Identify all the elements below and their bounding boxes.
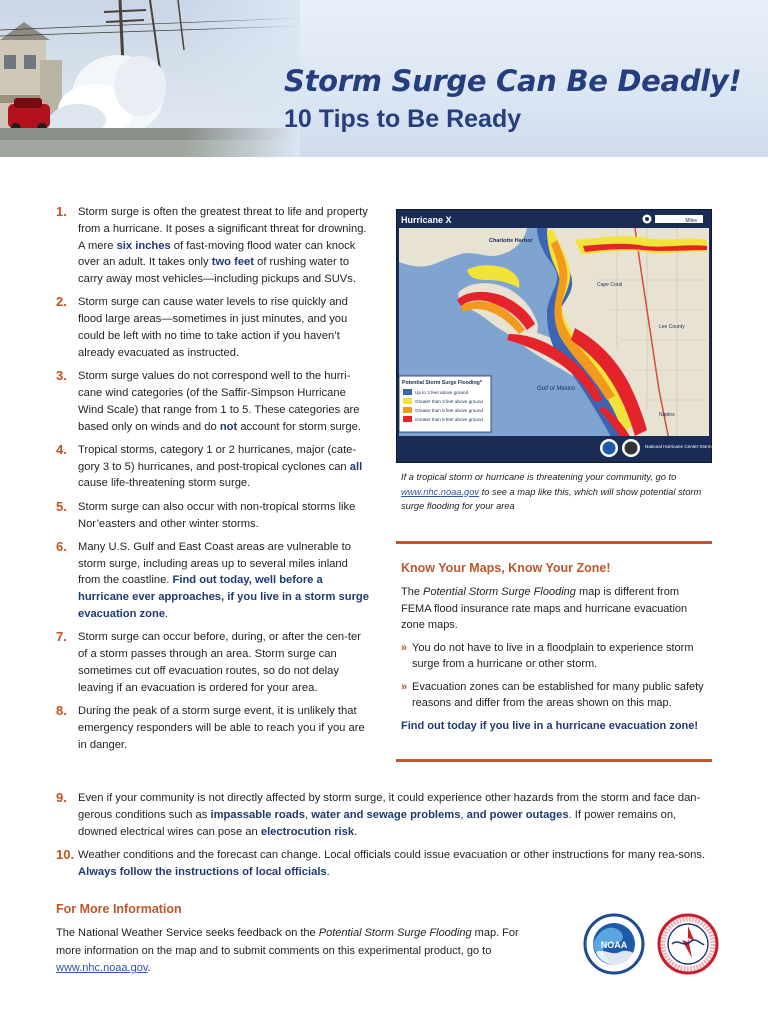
tip-item (56, 790, 716, 840)
tip-text-run: of fast-moving flood water can knock over an adult. It takes only (78, 239, 356, 269)
page-subtitle: 10 Tips to Be Ready (284, 105, 522, 133)
map-place-charlotte-harbor: Charlotte Harbor (489, 238, 533, 244)
sidebar-intro (401, 584, 709, 634)
sidebar-body (401, 584, 709, 740)
bullet-mark: » (401, 680, 408, 693)
tip-text (78, 792, 700, 838)
tip-text-run: . (165, 608, 169, 621)
legend-swatch (403, 416, 412, 422)
caption-text: If a tropical storm or hurricane is threatening your community, go to (401, 472, 677, 482)
more-info-title: For More Information (56, 902, 182, 916)
tip-item (56, 294, 372, 361)
sidebar-bullets (401, 640, 709, 712)
tip-highlight: six inches (116, 239, 171, 252)
tip-text-run: account for storm surge. (237, 420, 361, 433)
tip-text (78, 206, 368, 285)
tip-text-run: Even if your community is not directly affected by storm surge, it could experience other hazards from the storm and face dan-gerous conditions such as (78, 792, 701, 821)
sidebar-intro-map-name: Potential Storm Surge Flooding (423, 586, 576, 598)
tip-number: 1. (56, 204, 67, 219)
tips-wide-list (56, 790, 716, 887)
legend-label: Greater than 6 feet above ground (415, 408, 483, 413)
tip-text (78, 444, 362, 490)
tip-text (78, 501, 355, 530)
page-title: Storm Surge Can Be Deadly! (284, 64, 742, 98)
tip-text-run: , (460, 808, 467, 821)
map-caption (401, 470, 711, 514)
tip-item (56, 368, 372, 435)
tip-text-run: . If power remains on, downed electrical wires can pose an (78, 808, 677, 838)
map-place-naples: Naples (659, 412, 675, 418)
map-scale-label: Miles (685, 218, 697, 224)
more-info-lead: The National Weather Service seeks feedback on the (56, 927, 319, 939)
sidebar-bottom-rule (396, 759, 712, 762)
tip-text-run: cause life-threatening storm surge. (78, 477, 251, 490)
tip-number: 4. (56, 441, 67, 457)
tip-highlight: water and sewage problems (311, 808, 461, 821)
more-info-nhc-link[interactable]: www.nhc.noaa.gov (56, 962, 148, 974)
map-place-cape-coral: Cape Coral (597, 282, 623, 288)
legend-label: Up to 3 feet above ground (415, 390, 469, 395)
tip-text-run: , (304, 808, 312, 821)
legend-swatch (403, 389, 412, 395)
more-info-map-name: Potential Storm Surge Flooding (318, 927, 472, 939)
tip-text-run: . (354, 825, 358, 838)
tip-text-run: . (326, 865, 330, 878)
sidebar-title: Know Your Maps, Know Your Zone! (401, 561, 611, 575)
map-place-lee-county: Lee County (659, 324, 685, 330)
tip-number: 5. (56, 498, 67, 514)
sidebar-bullet-text: You do not have to live in a floodplain to experience storm surge from a hurricane or other storm. (412, 641, 694, 670)
more-info-end: . (147, 962, 151, 974)
header-banner (0, 0, 768, 157)
tip-item (56, 847, 716, 881)
tip-text-run: Weather conditions and the forecast can change. Local officials could issue evacuation or other instructions for many rea-sons. (78, 848, 706, 861)
sidebar-top-rule (396, 541, 712, 544)
sidebar-cta: Find out today if you live in a hurricane evacuation zone! (401, 719, 699, 732)
tip-number: 6. (56, 538, 67, 554)
tip-text (78, 296, 348, 358)
nws-logo (659, 915, 717, 973)
sidebar-bullet (401, 679, 709, 712)
tip-item (56, 499, 372, 533)
tip-highlight: electrocution risk (260, 825, 355, 838)
tip-text-run: Tropical storms, category 1 or 2 hurricanes, major (cate-gory 3 to 5) hurricanes, and post-tropical cyclones can (78, 443, 357, 473)
caption-nhc-link[interactable]: www.nhc.noaa.gov (401, 486, 480, 497)
surge-map (396, 209, 735, 463)
tip-item (56, 539, 372, 623)
tip-highlight: impassable roads (210, 808, 305, 821)
map-title: Hurricane X (401, 215, 452, 225)
tip-number: 8. (56, 703, 67, 719)
sidebar-bullet (401, 640, 709, 673)
sidebar-intro-lead: The (401, 586, 424, 598)
tip-number: 2. (56, 294, 67, 310)
legend-label: Greater than 3 feet above ground (415, 399, 483, 404)
tip-text-run: Storm surge is often the greatest threat to life and property from a hurricane. It poses a significant threat for drowning. A mere (78, 206, 368, 252)
tips-list (56, 204, 372, 760)
map-credit: National Hurricane Center Storm Surge Unit (645, 444, 735, 449)
caption-text-end: to see a map like this, which will show potential storm surge flooding for your area (401, 486, 702, 511)
tip-highlight: Find out today, well before a hurricane ever approaches, if you live in a storm surge evacuation zone (78, 574, 369, 621)
sidebar-bullet-text: Evacuation zones can be established for many public safety reasons and differ from the areas shown on this map. (412, 680, 704, 709)
legend-swatch (403, 398, 412, 404)
tip-text-run: Storm surge can also occur with non-tropical storms like Nor’easters and other winter storms. (78, 500, 356, 530)
tip-item (56, 442, 372, 492)
tip-text-run: Many U.S. Gulf and East Coast areas are vulnerable to storm surge, including areas up to several miles inland from the coastline. (78, 540, 351, 587)
tip-text (78, 370, 361, 432)
tip-highlight: Always follow the instructions of local officials (78, 865, 327, 878)
legend-swatch (403, 407, 412, 413)
tip-highlight: and power outages (466, 808, 569, 821)
sidebar-intro-rest: map is different from FEMA flood insurance rate maps and hurricane evacuation zone maps. (401, 586, 688, 631)
map-place-gulf-of-mexico: Gulf of Mexico (537, 386, 576, 392)
tip-text (78, 541, 369, 620)
tip-text-run: of rushing water to carry away most vehicles—including pickups and SUVs. (78, 256, 356, 286)
tip-text (78, 631, 361, 693)
more-info-rest: map. For more information on the map and to submit comments on this experimental product, go to (56, 927, 519, 957)
tip-text (78, 705, 365, 751)
tip-item (56, 703, 372, 753)
surge-map-image (397, 210, 735, 462)
noaa-logo-text: NOAA (600, 940, 628, 950)
tip-highlight: all (349, 460, 363, 473)
tip-number: 3. (56, 368, 67, 384)
noaa-logo (585, 915, 643, 973)
legend-label: Greater than 9 feet above ground (415, 417, 483, 422)
tip-number: 7. (56, 629, 67, 645)
tip-text (78, 849, 705, 878)
tip-text-run: During the peak of a storm surge event, it is unlikely that emergency responders will be able to reach you if you are in danger. (78, 705, 365, 751)
storm-surge-photo (0, 0, 300, 157)
tip-number: 10. (56, 846, 75, 862)
tip-item (56, 629, 372, 696)
tip-item (56, 204, 372, 288)
map-legend-title: Potential Storm Surge Flooding* (402, 380, 482, 386)
more-info-body (56, 925, 532, 978)
tip-highlight: not (219, 420, 238, 433)
tip-text-run: Storm surge can cause water levels to rise quickly and flood large areas—sometimes in just minutes, and you could be left with no time to take action if you haven’t already evacuated as instructed. (78, 296, 348, 359)
tip-number: 9. (56, 790, 67, 805)
bullet-mark: » (401, 641, 408, 654)
tip-text-run: Storm surge values do not correspond well to the hurri-cane wind categories (of the Saffir-Simpson Hurricane Wind Scale) that range from 1 to 5. These categories are based only on winds and do (78, 370, 360, 433)
agency-logos (584, 912, 724, 976)
tip-text-run: Storm surge can occur before, during, or after the cen-ter of a storm passes through an area. Storm surge can sometimes cut off evacuation routes, so do not delay leaving if an evacuation is ordered for your area. (78, 631, 361, 694)
tip-highlight: two feet (211, 256, 254, 269)
